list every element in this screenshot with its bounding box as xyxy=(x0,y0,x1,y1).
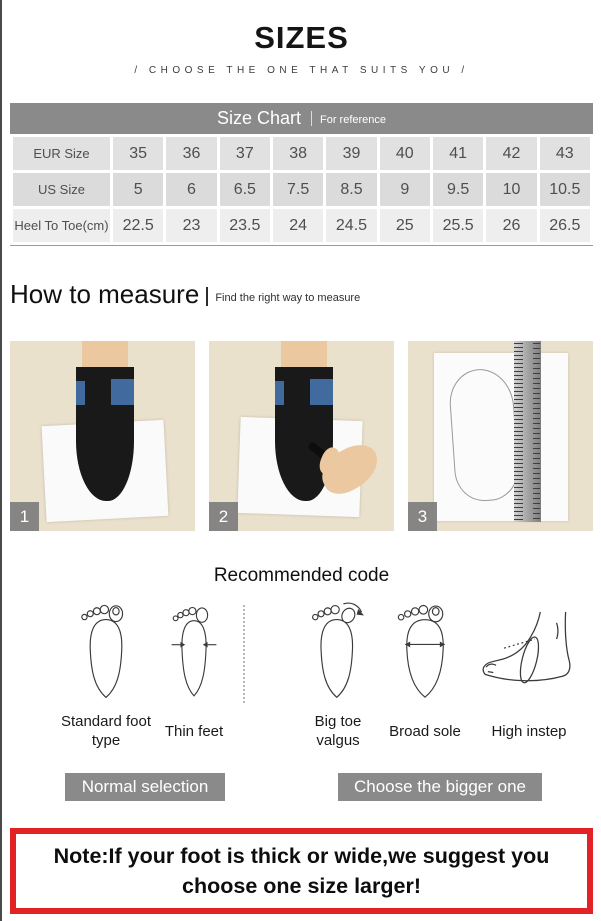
size-chart xyxy=(10,103,593,246)
big-toe-valgus-figure xyxy=(303,599,373,751)
table-cell: 41 xyxy=(433,137,483,170)
size-chart-table xyxy=(10,134,593,245)
table-cell: 26.5 xyxy=(540,209,590,242)
dotted-divider xyxy=(243,605,245,703)
table-cell: 9.5 xyxy=(433,173,483,206)
how-to-measure-title: How to measure xyxy=(10,279,200,309)
step-number-badge: 3 xyxy=(408,502,437,531)
divider-bar-icon xyxy=(206,287,208,306)
sock-label-patch xyxy=(310,379,333,405)
page-subtitle: / CHOOSE THE ONE THAT SUITS YOU / xyxy=(134,65,469,76)
measure-step-photo-3 xyxy=(408,341,593,531)
standard-foot-figure xyxy=(57,599,155,751)
table-cell: 35 xyxy=(113,137,163,170)
table-cell: 38 xyxy=(273,137,323,170)
table-cell: 23 xyxy=(166,209,216,242)
row-label: US Size xyxy=(13,173,110,206)
table-cell: 39 xyxy=(326,137,376,170)
thin-feet-figure xyxy=(161,599,227,751)
table-cell: 25 xyxy=(380,209,430,242)
step-number-badge: 2 xyxy=(209,502,238,531)
foot-type-diagrams xyxy=(2,599,601,751)
page-title: SIZES xyxy=(254,20,349,55)
foot-type-label: Broad sole xyxy=(389,722,461,740)
table-cell: 22.5 xyxy=(113,209,163,242)
thin-feet-icon xyxy=(170,601,218,706)
table-cell: 42 xyxy=(486,137,536,170)
measure-step-photo-2 xyxy=(209,341,394,531)
table-cell: 6.5 xyxy=(220,173,270,206)
high-instep-figure xyxy=(477,599,581,751)
note-box xyxy=(10,828,593,914)
how-to-measure-subtitle: Find the right way to measure xyxy=(215,291,361,304)
recommended-title: Recommended code xyxy=(213,565,390,586)
table-cell: 9 xyxy=(380,173,430,206)
table-cell: 25.5 xyxy=(433,209,483,242)
foot-type-label: Thin feet xyxy=(164,722,224,740)
table-row-us xyxy=(13,173,590,206)
table-row-eur xyxy=(13,137,590,170)
size-chart-header xyxy=(10,103,593,134)
recommendation-buttons xyxy=(2,773,601,801)
table-cell: 8.5 xyxy=(326,173,376,206)
broad-sole-figure xyxy=(383,599,467,751)
size-chart-subtitle: For reference xyxy=(320,114,387,126)
sock-label-patch xyxy=(275,381,284,405)
table-cell: 40 xyxy=(380,137,430,170)
measure-step-photo-1 xyxy=(10,341,195,531)
table-cell: 23.5 xyxy=(220,209,270,242)
foot-type-label: Big toe valgus xyxy=(314,713,362,749)
table-cell: 26 xyxy=(486,209,536,242)
normal-selection-button: Normal selection xyxy=(65,773,225,801)
sock-label-patch xyxy=(76,381,85,405)
foot-type-label: Standard foot type xyxy=(60,713,152,749)
size-chart-title: Size Chart xyxy=(216,108,301,128)
special-feet-group xyxy=(303,599,581,751)
table-cell: 37 xyxy=(220,137,270,170)
table-cell: 36 xyxy=(166,137,216,170)
table-cell: 7.5 xyxy=(273,173,323,206)
how-to-measure-header xyxy=(10,279,601,310)
page-header xyxy=(2,0,601,76)
divider-bar-icon xyxy=(311,111,312,126)
row-label: Heel To Toe(cm) xyxy=(13,209,110,242)
foot-type-label: High instep xyxy=(491,722,567,740)
broad-sole-icon xyxy=(392,601,458,706)
step-number-badge: 1 xyxy=(10,502,39,531)
measure-steps xyxy=(10,341,593,531)
table-cell: 43 xyxy=(540,137,590,170)
row-label: EUR Size xyxy=(13,137,110,170)
table-cell: 24.5 xyxy=(326,209,376,242)
table-row-heeltoe xyxy=(13,209,590,242)
table-cell: 10.5 xyxy=(540,173,590,206)
choose-bigger-one-button: Choose the bigger one xyxy=(338,773,542,801)
table-cell: 6 xyxy=(166,173,216,206)
ruler xyxy=(514,341,541,522)
standard-foot-icon xyxy=(77,601,135,706)
table-cell: 24 xyxy=(273,209,323,242)
table-cell: 10 xyxy=(486,173,536,206)
high-instep-icon xyxy=(477,610,581,698)
big-toe-valgus-icon xyxy=(307,601,369,706)
note-line: Note:If your foot is thick or wide,we suggest you xyxy=(53,844,550,868)
note-line: choose one size larger! xyxy=(182,874,421,898)
table-cell: 5 xyxy=(113,173,163,206)
sock-label-patch xyxy=(111,379,134,405)
normal-feet-group xyxy=(57,599,227,751)
